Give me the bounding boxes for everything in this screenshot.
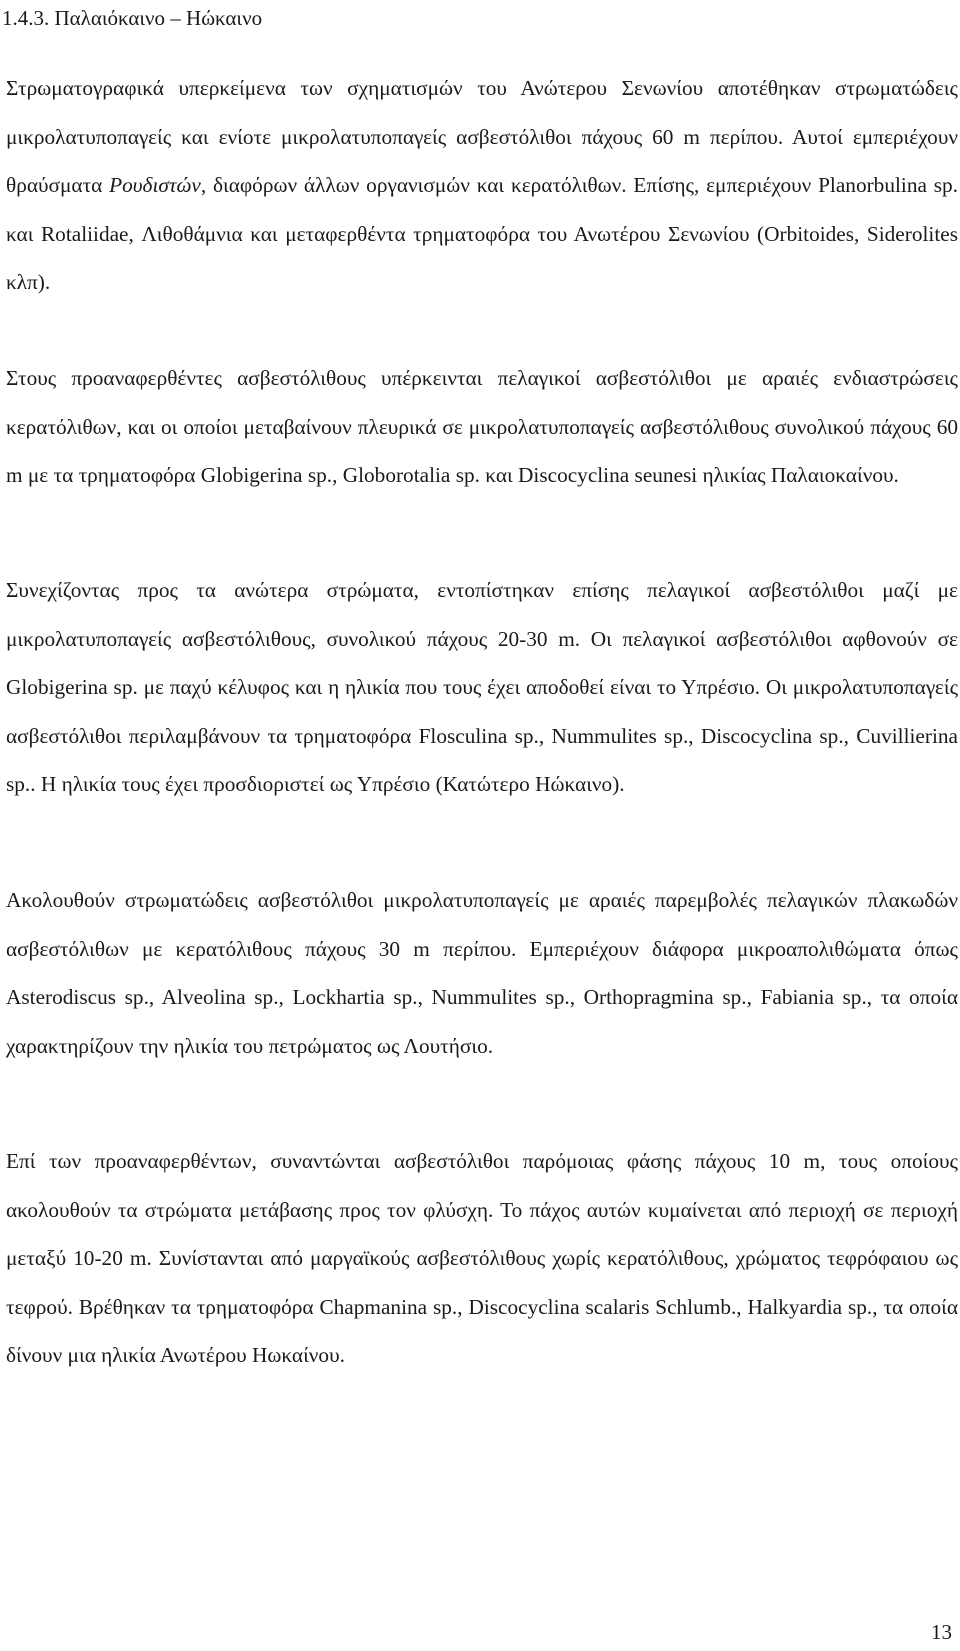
paragraph-1-text-b: , διαφόρων άλλων οργανισμών και κερατόλιθων. Επίσης, εμπεριέχουν Planorbulina sp. και Rotaliidae, Λιθοθάμνια και μεταφερθέντα τρηματοφόρα του Ανωτέρου Σενωνίου (Orbitoides, Siderolites κλπ). [6,173,958,295]
paragraph-5: Επί των προαναφερθέντων, συναντώνται ασβεστόλιθοι παρόμοιας φάσης πάχους 10 m, τους οποίους ακολουθούν τα στρώματα μετάβασης προς τον φλύσχη. Το πάχος αυτών κυμαίνεται από περιοχή σε περιοχή μεταξύ 10-20 m. Συνίστανται από μαργαϊκούς ασβεστόλιθους χωρίς κερατόλιθους, χρώματος τεφρόφαιου ως τεφρού. Βρέθηκαν τα τρηματοφόρα Chapmanina sp., Discocyclina scalaris Schlumb., Halkyardia sp., τα οποία δίνουν μια ηλικία Ανωτέρου Ηωκαίνου. [6,1149,958,1368]
page-number: 13 [931,1620,952,1644]
paragraph-4: Ακολουθούν στρωματώδεις ασβεστόλιθοι μικρολατυποπαγείς με αραιές παρεμβολές πελαγικών πλακωδών ασβεστόλιθων με κερατόλιθους πάχους 30 m περίπου. Εμπεριέχουν διάφορα μικροαπολιθώματα όπως Asterodiscus sp., Alveolina sp., Lockhartia sp., Nummulites sp., Orthopragmina sp., Fabiania sp., τα οποία χαρακτηρίζουν την ηλικία του πετρώματος ως Λουτήσιο. [6,888,958,1058]
paragraph-2: Στους προαναφερθέντες ασβεστόλιθους υπέρκεινται πελαγικοί ασβεστόλιθοι με αραιές ενδιαστρώσεις κερατόλιθων, και οι οποίοι μεταβαίνουν πλευρικά σε μικρολατυποπαγείς ασβεστόλιθους συνολικού πάχους 60 m με τα τρηματοφόρα Globigerina sp., Globorotalia sp. και Discocyclina seunesi ηλικίας Παλαιοκαίνου. [6,366,958,488]
paragraph-1 [6,64,958,307]
paragraph-1-italic-term: Ρουδιστών [109,173,201,198]
section-heading: 1.4.3. Παλαιόκαινο – Ηώκαινο [2,6,263,30]
paragraph-1-text-a: Στρωματογραφικά υπερκείμενα των σχηματισμών του Ανώτερου Σενωνίου αποτέθηκαν στρωματώδεις μικρολατυποπαγείς και ενίοτε μικρολατυποπαγείς ασβεστόλιθοι πάχους 60 m περίπου. Αυτοί εμπεριέχουν θραύσματα [6,76,958,198]
paragraph-3: Συνεχίζοντας προς τα ανώτερα στρώματα, εντοπίστηκαν επίσης πελαγικοί ασβεστόλιθοι μαζί με μικρολατυποπαγείς ασβεστόλιθους, συνολικού πάχους 20-30 m. Οι πελαγικοί ασβεστόλιθοι αφθονούν σε Globigerina sp. με παχύ κέλυφος και η ηλικία που τους έχει αποδοθεί είναι το Υπρέσιο. Οι μικρολατυποπαγείς ασβεστόλιθοι περιλαμβάνουν τα τρηματοφόρα Flosculina sp., Nummulites sp., Discocyclina sp., Cuvillierina sp.. Η ηλικία τους έχει προσδιοριστεί ως Υπρέσιο (Κατώτερο Ηώκαινο). [6,578,958,797]
